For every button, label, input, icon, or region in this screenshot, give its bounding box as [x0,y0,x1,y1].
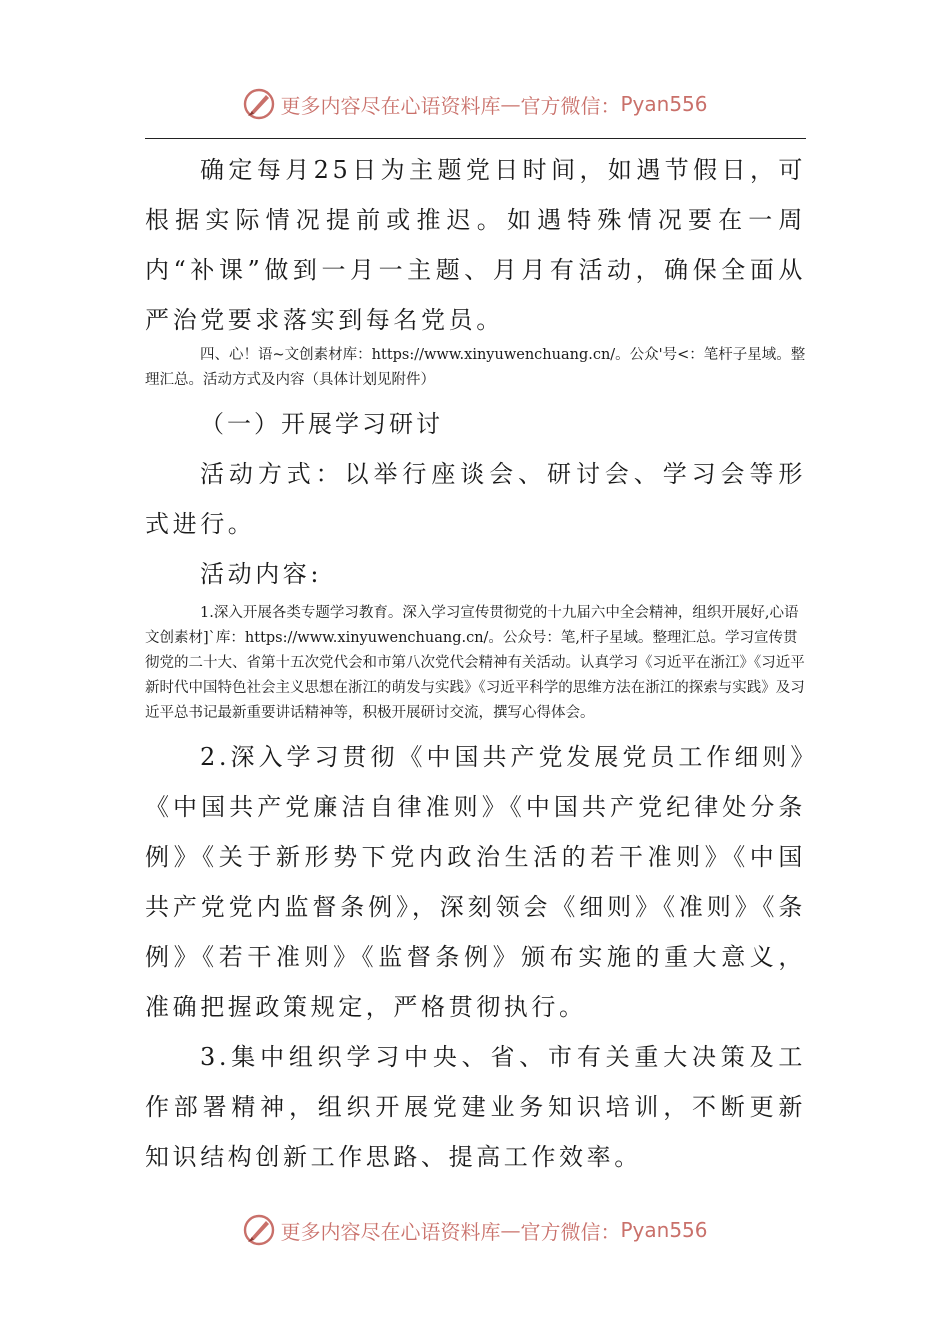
header-divider [145,138,806,139]
header-main-text: 更多内容尽在心语资料库 [280,93,501,118]
paragraph-item-one: 1.深入开展各类专题学习教育。深入学习宣传贯彻党的十九届六中全会精神，组织开展好,心语文创素材]`库：https://www.xinyuwenchuang.cn/。公众号：笔,杆子星域。整理汇总。学习宣传贯彻党的二十大、省第十五次党代会和市第八次党代会精神有关活动。认真学习《习近平在浙江》《习近平新时代中国特色社会主义思想在浙江的萌发与实践》《习近平科学的思维方法在浙江的探索与实践》及习近平总书记最新重要讲话精神等，积极开展研讨交流，撰写心得体会。 [145,605,805,721]
section-heading-study: （一）开展学习研讨 [200,410,443,438]
header-banner [0,84,950,124]
pen-logo-icon [242,1213,276,1247]
paragraph-activity-content-label: 活动内容: [200,560,323,588]
footer-dash: — [500,1218,521,1242]
footer-main-text: 更多内容尽在心语资料库 [280,1219,501,1244]
paragraph-item-three: 3.集中组织学习中央、省、市有关重大决策及工作部署精神，组织开展党建业务知识培训，不断更新知识结构创新工作思路、提高工作效率。 [145,1043,806,1171]
pen-logo-icon [242,87,276,121]
paragraph-section-four: 四、心！语~文创素材库：https://www.xinyuwenchuang.cn/。公众'号<：笔杆子星域。整理汇总。活动方式及内容（具体计划见附件） [145,347,806,388]
header-wechat-id: Pyan556 [620,92,708,116]
document-body [145,145,806,1182]
paragraph-item-two: 2.深入学习贯彻《中国共产党发展党员工作细则》《中国共产党廉洁自律准则》《中国共产党纪律处分条例》《关于新形势下党内政治生活的若干准则》《中国共产党党内监督条例》，深刻领会《细则》《准则》《条例》《若干准则》《监督条例》颁布实施的重大意义，准确把握政策规定，严格贯彻执行。 [145,743,806,1021]
footer-wechat-id: Pyan556 [620,1218,708,1242]
footer-wechat-label: 官方微信： [520,1219,621,1244]
header-dash: — [500,92,521,116]
header-wechat-label: 官方微信： [520,93,621,118]
paragraph-activity-method: 活动方式：以举行座谈会、研讨会、学习会等形式进行。 [145,460,806,538]
footer-banner [0,1210,950,1250]
paragraph-schedule: 确定每月25日为主题党日时间，如遇节假日，可根据实际情况提前或推迟。如遇特殊情况要在一周内“补课”做到一月一主题、月月有活动，确保全面从严治党要求落实到每名党员。 [145,156,806,334]
